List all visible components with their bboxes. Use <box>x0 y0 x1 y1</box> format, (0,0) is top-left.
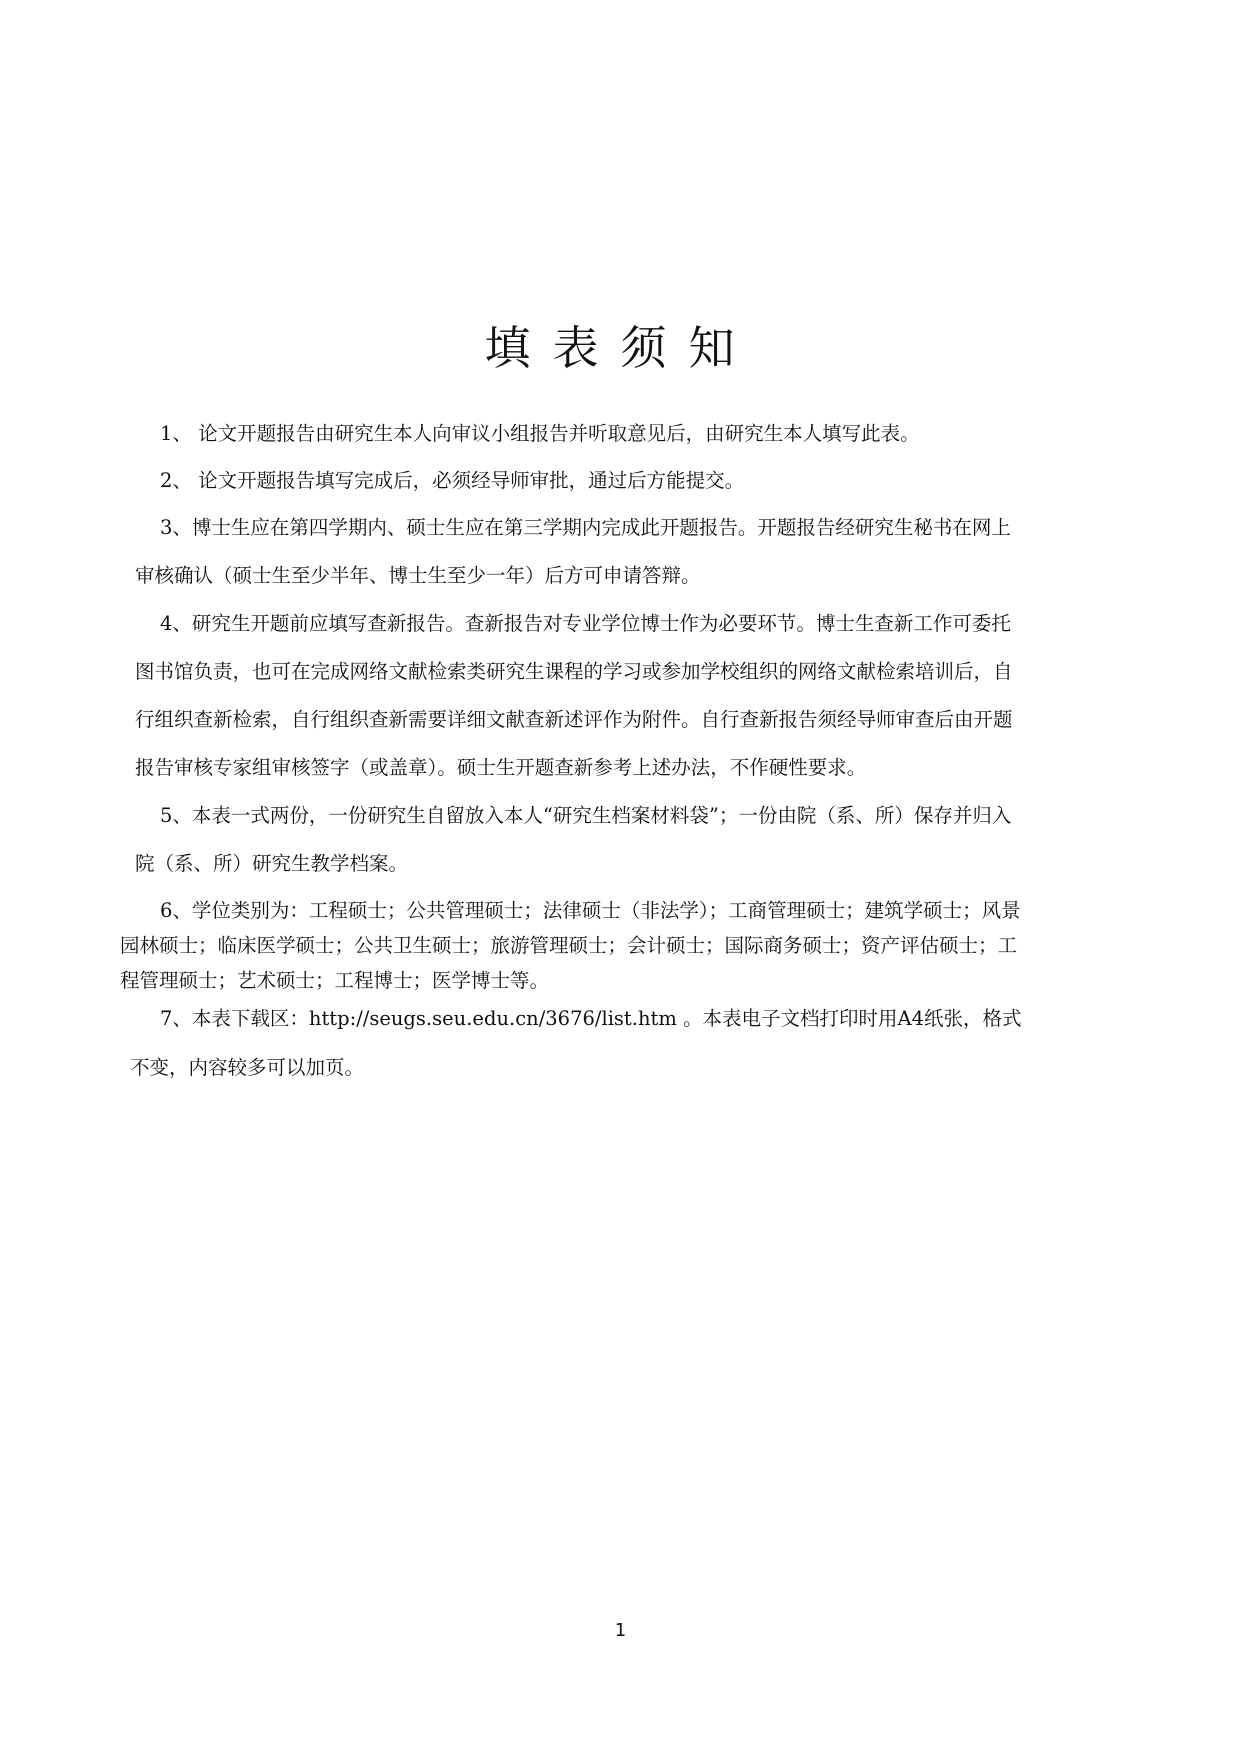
item-3-line-2: 审核确认（硕士生至少半年、博士生至少一年）后方可申请答辩。 <box>135 564 701 587</box>
item-1-line-1: 1、 论文开题报告由研究生本人向审议小组报告并听取意见后，由研究生本人填写此表。 <box>160 422 920 445</box>
item-5-line-2: 院（系、所）研究生教学档案。 <box>135 852 409 875</box>
page-number: 1 <box>614 1620 627 1641</box>
item-4-line-1: 4、研究生开题前应填写查新报告。查新报告对专业学位博士作为必要环节。博士生查新工作可委托 <box>160 612 1011 635</box>
item-6-line-2: 园林硕士；临床医学硕士；公共卫生硕士；旅游管理硕士；会计硕士；国际商务硕士；资产评估硕士；工 <box>120 934 1018 957</box>
item-2-line-1: 2、 论文开题报告填写完成后，必须经导师审批，通过后方能提交。 <box>160 469 745 492</box>
page-title: 填表须知 <box>484 321 757 375</box>
item-7-line-2: 不变，内容较多可以加页。 <box>130 1056 365 1079</box>
item-4-line-4: 报告审核专家组审核签字（或盖章）。硕士生开题查新参考上述办法，不作硬性要求。 <box>135 756 867 779</box>
item-4-line-2: 图书馆负责，也可在完成网络文献检索类研究生课程的学习或参加学校组织的网络文献检索培训后，自 <box>135 660 1013 683</box>
item-3-line-1: 3、博士生应在第四学期内、硕士生应在第三学期内完成此开题报告。开题报告经研究生秘书在网上 <box>160 516 1011 539</box>
item-7-line-1: 7、本表下载区：http://seugs.seu.edu.cn/3676/list.htm 。本表电子文档打印时用A4纸张，格式 <box>160 1007 1022 1030</box>
item-6-line-1: 6、学位类别为：工程硕士；公共管理硕士；法律硕士（非法学）；工商管理硕士；建筑学硕士；风景 <box>160 899 1021 922</box>
item-6-line-3: 程管理硕士；艺术硕士；工程博士；医学博士等。 <box>120 969 550 992</box>
item-5-line-1: 5、本表一式两份，一份研究生自留放入本人“研究生档案材料袋”；一份由院（系、所）保存并归入 <box>160 804 1012 827</box>
item-4-line-3: 行组织查新检索，自行组织查新需要详细文献查新述评作为附件。自行查新报告须经导师审查后由开题 <box>135 708 1013 731</box>
